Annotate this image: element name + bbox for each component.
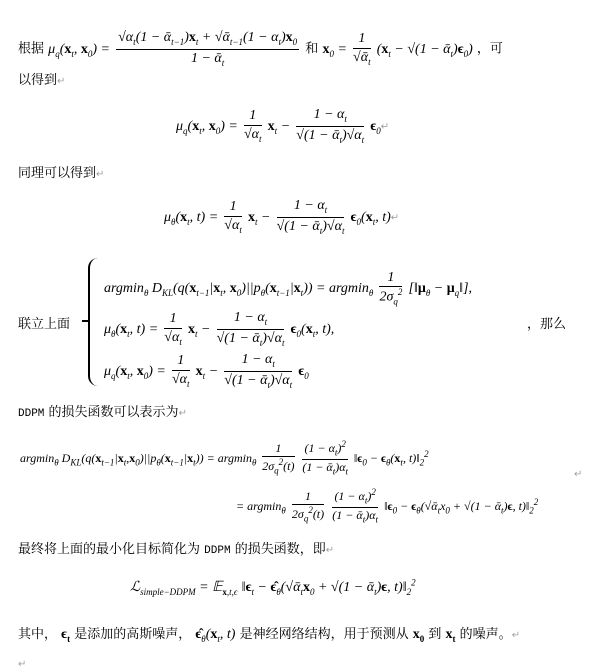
similar-line: 同理可以得到↵ xyxy=(18,166,105,181)
loss-line-2: = argmin$_\theta$ $\frac{1}{2\sigma_q^2(t)}$ $\frac{(1 - \alpha_t)^2}{(1 - ᾱ_t)\alpha_t}$ $‖\epsilon_0$ − $\epsilon_\theta(√ᾱ_tx_0 + √(1$ − ᾱ$_t$)ϵ, $t)‖_2^2$ xyxy=(236,487,539,525)
system-row-3: $\mu_q(x_t$, $x_0$) = $\frac{1}{√\alpha_t}$ $x_t$ − $\frac{1 - \alpha_t}{√(1 - ᾱ_t)√\alpha_t}$ $\epsilon_0$ xyxy=(104,352,309,390)
final-intro: 最终将上面的最小化目标简化为 DDPM 的损失函数，即↵ xyxy=(18,542,335,557)
equation-mu-q: $\mu_q(x_t$, $x_0$) = $\frac{1}{√\alpha_t}$ $x_t$ − $\frac{1 - \alpha_t}{√(1 - ᾱ_t)√\alpha_t}$ $\epsilon_0↵$ xyxy=(176,107,390,145)
intro-lead: 根据 xyxy=(18,41,45,57)
system-trail: ，那么 xyxy=(527,317,567,332)
intro-line-2: 以得到↵ xyxy=(18,73,66,88)
loss-line-1: argmin$_\theta$ $D_{KL}(q(x_{t-1}|x_t,x_0)||p_\theta(x_{t-1}|x_t)) = argmin_\theta$ $\frac{1}{2\sigma_q^2(t)}$ $\frac{(1 - \alpha_t)^2}{(1 - ᾱ_t)\alpha_t}$ $‖\epsilon_0 - \epsilon_\theta(x_t$, $t)‖_2^2$ xyxy=(20,439,429,477)
system-brace-tick xyxy=(82,320,90,322)
end-return-mark: ↵ xyxy=(18,659,27,670)
x0-fraction: $\frac{1}{√ᾱ_t}$ xyxy=(353,31,371,67)
document-page: 根据 $\mu_q(x_t$, $x_0$) = $\frac{√\alpha_t(1 - ᾱ_{t-1})x_t + √ᾱ_{t-1}(1 - \alpha_t)x_0}{1 - ᾱ_t}$ 和 $x_0$ = $\frac{1}{√ᾱ_t}$ ($x_t - √(1$ − $ᾱ_t)\epsilon_0$) ，可 以得到↵ $\mu_q(x_t$, $x_0$) = $\frac{1}{√\alpha_t}$ $x_t$ − $\frac{1 - \alpha_t}{√(1 - ᾱ_t)√\alpha_t}$ $\epsilon_0↵$ 同理可以得到↵ $\mu_\theta(x_t$, t) = $\frac{1}{√\alpha_t}$ $x_t$ − $\frac{1 - \alpha_t}{√(1 - ᾱ_t)√\alpha_t}$ $\epsilon_0(x_t$, t)↵ 联立上面 argmin$_\theta$ $D_{KL}(q(x_{t-1}|x_t$, $x_0)||p_\theta(x_{t-1}|x_t)) = argmin_\theta$ $\frac{1}{2\sigma_q^2}$ [$‖\mu_\theta$ − $\mu_q‖$], $\mu_\theta(x_t$, t) = $\frac{1}{√\alpha_t}$ $x_t$ − $\frac{1 - \alpha_t}{√(1 - ᾱ_t)√\alpha_t}$ $\epsilon_0(x_t$, t), ，那么 $\mu_q(x_t$, $x_0$) = $\frac{1}{√\alpha_t}$ $x_t$ − $\frac{1 - \alpha_t}{√(1 - ᾱ_t)√\alpha_t}$ $\epsilon_0$ DDPM 的损失函数可以表示为↵ argmin$_\theta$ $D_{KL}(q(x_{t-1}|x_t,x_0)||p_\theta(x_{t-1}|x_t)) = argmin_\theta$ $\frac{1}{2\sigma_q^2(t)}$ $\frac{(1 - \alpha_t)^2}{(1 - ᾱ_t)\alpha_t}$ $‖\epsilon_0 - \epsilon_\theta(x_t$, $t)‖_2^2$ ↵ = argmin$_\theta$ $\frac{1}{2\sigma_q^2(t)}$ $\frac{(1 - \alpha_t)^2}{(1 - ᾱ_t)\alpha_t}$ $‖\epsilon_0$ − $\epsilon_\theta(√ᾱ_tx_0 + √(1$ − ᾱ$_t$)ϵ, $t)‖_2^2$ 最终将上面的最小化目标简化为 DDPM 的损失函数，即↵ ℒ$_{simple-DDPM}$ = 𝔼$_{x,t,\epsilon}$ $‖\epsilon_t$ − $\epsilon̂_\theta(√ᾱ_tx_0 + √(1$ − ᾱ$_t$)ϵ, $t)‖_2^2$ 其中， $\epsilon_t$ 是添加的高斯噪声， $\epsilon̂_\theta(x_t$, t) 是神经网络结构，用于预测从 $x_0$ 到 $x_t$ 的噪声。↵ ↵ xyxy=(18,30,583,670)
intro-connector: 和 xyxy=(305,41,319,57)
return-mark: ↵ xyxy=(57,76,66,87)
ddpm-label: DDPM xyxy=(18,408,45,420)
loss-intro: DDPM 的损失函数可以表示为↵ xyxy=(18,405,187,420)
explanation-line: 其中， $\epsilon_t$ 是添加的高斯噪声， $\epsilon̂_\theta(x_t$, t) 是神经网络结构，用于预测从 $x_0$ 到 $x_t$ 的噪声。↵ xyxy=(18,627,521,644)
mu-q-denominator: 1 − ᾱ$_t$ xyxy=(190,50,225,68)
system-row-1: argmin$_\theta$ $D_{KL}(q(x_{t-1}|x_t$, $x_0)||p_\theta(x_{t-1}|x_t)) = argmin_\theta$ $\frac{1}{2\sigma_q^2}$ [$‖\mu_\theta$ − $\mu_q‖$], xyxy=(104,270,473,307)
equation-mu-theta: $\mu_\theta(x_t$, t) = $\frac{1}{√\alpha_t}$ $x_t$ − $\frac{1 - \alpha_t}{√(1 - ᾱ_t)√\alpha_t}$ $\epsilon_0(x_t$, t)↵ xyxy=(164,198,400,236)
mu-q-lhs: $\mu_q(x_t$, $x_0$) = xyxy=(48,41,110,59)
intro-trail: ，可 xyxy=(476,41,503,57)
system-row-2: $\mu_\theta(x_t$, t) = $\frac{1}{√\alpha_t}$ $x_t$ − $\frac{1 - \alpha_t}{√(1 - ᾱ_t)√\alpha_t}$ $\epsilon_0(x_t$, t), xyxy=(104,310,335,348)
simple-loss-equation: ℒ$_{simple-DDPM}$ = 𝔼$_{x,t,\epsilon}$ $‖\epsilon_t$ − $\epsilon̂_\theta(√ᾱ_tx_0 + √(1$ − ᾱ$_t$)ϵ, $t)‖_2^2$ xyxy=(130,577,416,597)
x0-lhs: $x_0$ = xyxy=(322,41,347,59)
mu-q-numerator: $√\alpha_t(1$ − $ᾱ_{t-1})x_t$ + √ᾱ$_{t-1}$(1 − $\alpha_t)x_0$ xyxy=(116,30,299,50)
system-lead: 联立上面 xyxy=(18,317,71,332)
intro-line xyxy=(18,30,503,68)
mu-q-fraction xyxy=(116,30,299,68)
system-brace xyxy=(88,258,102,386)
x0-paren: ($x_t - √(1$ − $ᾱ_t)\epsilon_0$) xyxy=(376,41,473,59)
